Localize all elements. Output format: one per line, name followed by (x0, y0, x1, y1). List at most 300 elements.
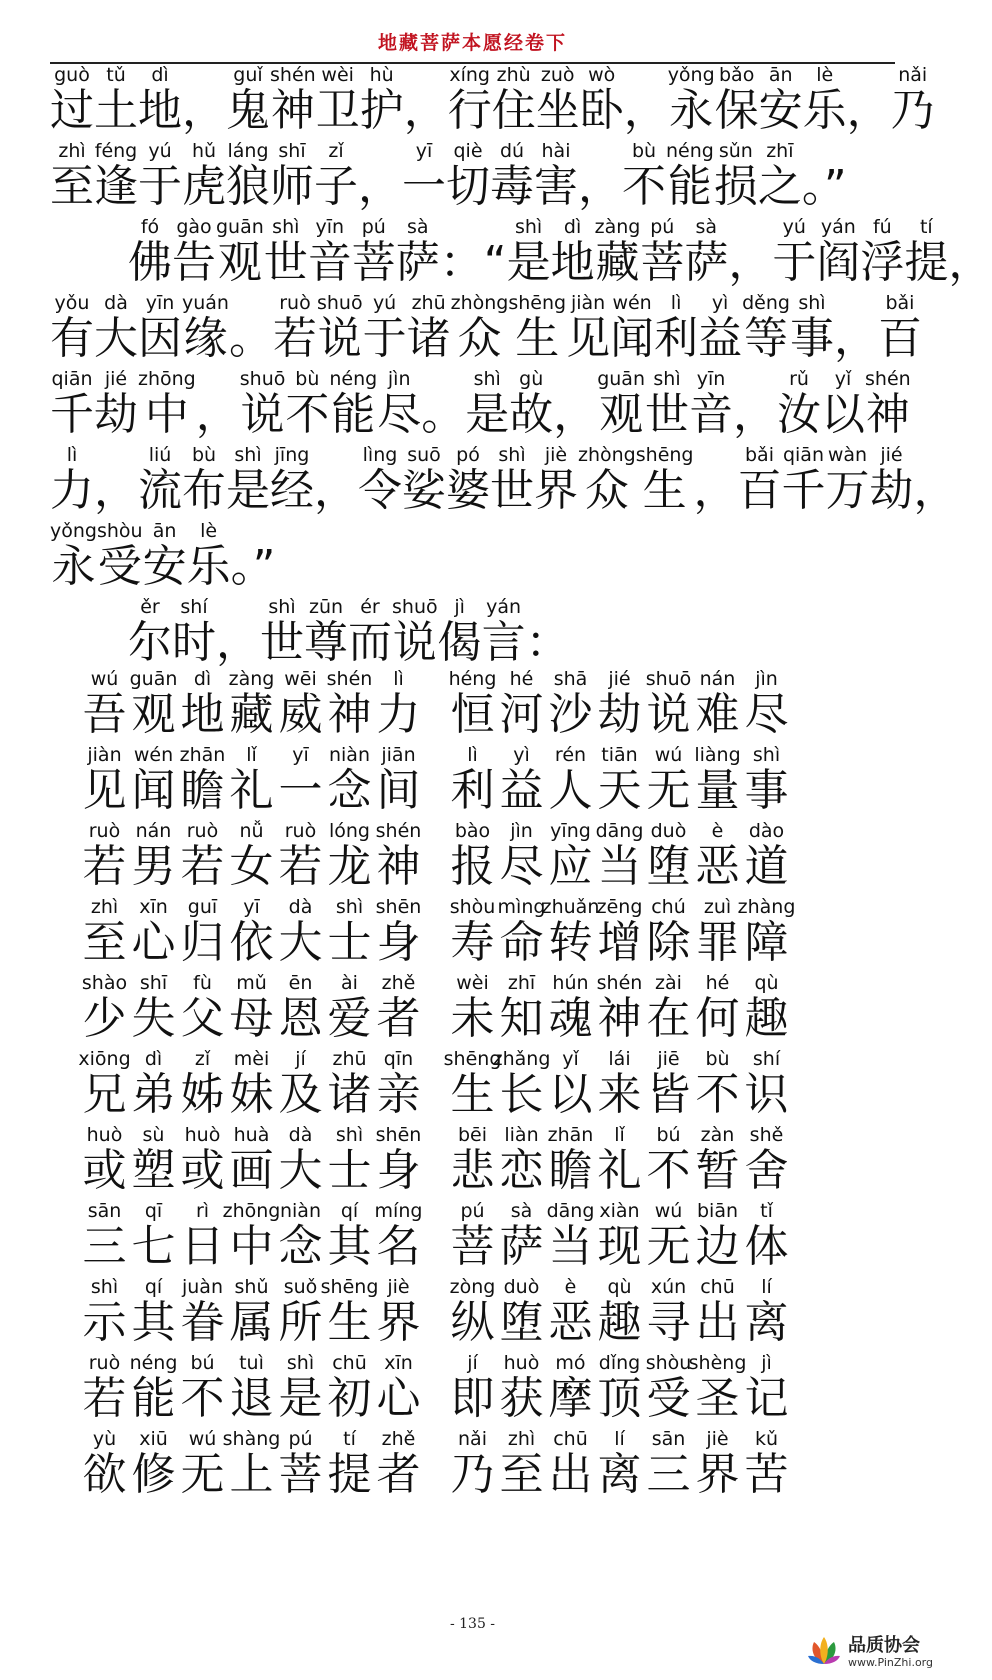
pinyin: jiè (387, 1276, 410, 1298)
pinyin: hù (369, 64, 394, 86)
hanzi: 事 (744, 765, 789, 816)
verse-char-token (320, 1276, 379, 1348)
pinyin: yīn (145, 292, 175, 314)
pinyin: ān (152, 520, 177, 542)
verse-char-token (595, 1276, 644, 1348)
pinyin: shàng (222, 1428, 281, 1450)
pinyin: ěr (140, 596, 160, 618)
hanzi: 于 (772, 237, 817, 288)
pinyin: bù (705, 1048, 730, 1070)
pinyin: sān (651, 1428, 686, 1450)
hanzi: 罪 (695, 917, 740, 968)
hanzi: 应 (548, 841, 593, 892)
hanzi: 世 (490, 465, 534, 516)
char-token (360, 64, 404, 136)
pinyin: nǎi (458, 1428, 487, 1450)
pinyin: yī (243, 896, 260, 918)
pinyin: hé (705, 972, 730, 994)
hanzi: 有 (50, 313, 94, 364)
hanzi: 世 (263, 237, 308, 288)
verse-char-token (276, 1428, 325, 1500)
pinyin: yīn (315, 216, 345, 238)
pinyin: ruò (279, 292, 311, 314)
pinyin: nǚ (239, 820, 264, 842)
hanzi: 命 (499, 917, 544, 968)
verse-char-token (448, 820, 497, 892)
pinyin: shì (286, 1352, 315, 1374)
verse-char-token (644, 668, 693, 740)
hanzi: 尽 (377, 389, 422, 440)
char-token (138, 140, 182, 212)
hanzi: 事 (789, 313, 834, 364)
pinyin: lái (608, 1048, 631, 1070)
pinyin: zhǎng (492, 1048, 551, 1070)
pinyin: shēng (635, 444, 694, 466)
punctuation: 。 (228, 313, 273, 364)
verse-char-token (276, 820, 325, 892)
char-token (138, 64, 182, 136)
pinyin: wèi (456, 972, 489, 994)
pinyin: ài (341, 972, 358, 994)
verse-char-token (693, 896, 742, 968)
pinyin: ér (360, 596, 380, 618)
pinyin: yuán (182, 292, 229, 314)
pinyin: yǒng (50, 520, 97, 542)
hanzi: 寻 (646, 1297, 691, 1348)
hanzi: 初 (327, 1373, 372, 1424)
hanzi: 狼 (226, 161, 270, 212)
hanzi: 能 (331, 389, 376, 440)
punctuation: ， (182, 85, 226, 136)
verse-char-token (129, 744, 178, 816)
pinyin: qiān (51, 368, 93, 390)
pinyin: xiū (139, 1428, 168, 1450)
verse-char-token (374, 1352, 423, 1424)
hanzi: 眷 (180, 1297, 225, 1348)
pinyin: guān (597, 368, 645, 390)
verse-char-token (742, 1200, 791, 1272)
pinyin: děng (742, 292, 790, 314)
hanzi: 母 (229, 993, 274, 1044)
hanzi: 其 (327, 1221, 372, 1272)
hanzi: 众 (457, 313, 502, 364)
pinyin: pú (650, 216, 675, 238)
hanzi: 言 (481, 617, 526, 668)
hanzi: 心 (376, 1373, 421, 1424)
hanzi: 示 (82, 1297, 127, 1348)
pinyin: guān (216, 216, 264, 238)
char-token (821, 368, 865, 440)
char-token (816, 216, 860, 288)
char-token (226, 140, 270, 212)
pinyin: zhě (381, 972, 416, 994)
pinyin: xún (650, 1276, 687, 1298)
verse-char-token (742, 744, 791, 816)
verse-char-token (276, 1124, 325, 1196)
hanzi: 界 (534, 465, 578, 516)
hanzi: 土 (94, 85, 138, 136)
pinyin: zhuǎn (541, 896, 600, 918)
prose-line (50, 288, 922, 364)
hanzi: 纵 (450, 1297, 495, 1348)
pinyin: zuò (540, 64, 575, 86)
pinyin: guǐ (233, 64, 263, 86)
pinyin: qiè (453, 140, 483, 162)
verse-char-token (178, 972, 227, 1044)
hanzi: 至 (499, 1449, 544, 1500)
prose-line (50, 364, 911, 440)
pinyin: bào (454, 820, 491, 842)
verse-char-token (129, 1276, 178, 1348)
hanzi: 出 (548, 1449, 593, 1500)
verse-right-line (443, 1048, 791, 1120)
hanzi: 礼 (597, 1145, 642, 1196)
hanzi: 音 (689, 389, 733, 440)
pinyin: jiē (657, 1048, 680, 1070)
pinyin: dì (151, 64, 169, 86)
hanzi: 难 (695, 689, 740, 740)
verse-char-token (448, 972, 497, 1044)
verse-char-token (129, 972, 178, 1044)
hanzi: 生 (327, 1297, 372, 1348)
char-token (640, 216, 684, 288)
char-token (580, 64, 624, 136)
pinyin: lóng (328, 820, 370, 842)
pinyin: jìn (755, 668, 778, 690)
verse-char-token (374, 668, 423, 740)
char-token (285, 368, 329, 440)
verse-char-token (546, 972, 595, 1044)
hanzi: 若 (278, 841, 323, 892)
punctuation: ， (728, 237, 773, 288)
punctuation: ， (94, 465, 138, 516)
hanzi: 若 (82, 1373, 127, 1424)
pinyin: tí (919, 216, 933, 238)
hanzi: 益 (698, 313, 743, 364)
char-token (465, 368, 509, 440)
verse-char-token (276, 896, 325, 968)
verse-char-token (325, 1200, 374, 1272)
char-token (551, 216, 595, 288)
pinyin: shě (749, 1124, 784, 1146)
verse-char-token (595, 820, 644, 892)
pinyin: lì (467, 744, 478, 766)
hanzi: 女 (229, 841, 274, 892)
pinyin: dà (288, 1124, 313, 1146)
hanzi: 毒 (490, 161, 534, 212)
pinyin: rǔ (789, 368, 809, 390)
pinyin: fó (140, 216, 160, 238)
hanzi: 地 (180, 689, 225, 740)
pinyin: shì (653, 368, 681, 390)
verse-char-token (276, 668, 325, 740)
pinyin: qí (340, 1200, 359, 1222)
hanzi: 尊 (304, 617, 348, 668)
hanzi: 获 (499, 1373, 544, 1424)
verse-char-token (497, 744, 546, 816)
verse-char-token (693, 1124, 742, 1196)
pinyin: shòu (96, 520, 143, 542)
pinyin: dì (144, 1048, 163, 1070)
verse-char-token (129, 1048, 178, 1120)
pinyin: jiè (706, 1428, 729, 1450)
hanzi: 日 (180, 1221, 225, 1272)
prose-line (50, 440, 958, 516)
hanzi: 菩 (450, 1221, 495, 1272)
pinyin: sà (407, 216, 429, 238)
pinyin: dà (104, 292, 128, 314)
pinyin: zhōng (138, 368, 196, 390)
pinyin: lì (670, 292, 682, 314)
verse-char-token (222, 1200, 281, 1272)
verse-char-token (325, 1352, 374, 1424)
verse-char-token (178, 1352, 227, 1424)
pinyin: suǒ (283, 1276, 318, 1298)
hanzi: 菩 (351, 237, 396, 288)
hanzi: 堕 (499, 1297, 544, 1348)
verse-char-token (374, 1048, 423, 1120)
hanzi: 至 (82, 917, 127, 968)
hanzi: 千 (781, 465, 826, 516)
watermark-logo (806, 1634, 933, 1670)
pinyin: bù (631, 140, 657, 162)
pinyin: jié (104, 368, 128, 390)
hanzi: 因 (138, 313, 182, 364)
pinyin: è (564, 1276, 577, 1298)
hanzi: 不 (622, 161, 666, 212)
pinyin: chū (553, 1428, 588, 1450)
pinyin: guò (54, 64, 90, 86)
pinyin: yú (372, 292, 397, 314)
hanzi: 除 (646, 917, 691, 968)
pinyin: wò (588, 64, 616, 86)
char-token (264, 216, 308, 288)
pinyin: néng (666, 140, 714, 162)
hanzi: 吾 (82, 689, 127, 740)
lotus-logo-icon (806, 1634, 842, 1670)
hanzi: 趣 (597, 1297, 642, 1348)
hanzi: 当 (548, 1221, 593, 1272)
pinyin: lì (393, 668, 404, 690)
hanzi: 礼 (229, 765, 274, 816)
pinyin: qī (144, 1200, 163, 1222)
hanzi: 其 (131, 1297, 176, 1348)
char-token (878, 292, 922, 364)
pinyin: pó (456, 444, 480, 466)
hanzi: 暂 (695, 1145, 740, 1196)
pinyin: yì (711, 292, 729, 314)
char-token (891, 64, 935, 136)
pinyin: dì (563, 216, 582, 238)
char-token (143, 520, 187, 592)
hanzi: 劫 (94, 389, 138, 440)
hanzi: 知 (499, 993, 544, 1044)
char-token (94, 64, 138, 136)
pinyin: mǔ (236, 972, 267, 994)
pinyin: shuō (239, 368, 286, 390)
pinyin: niàn (279, 1200, 321, 1222)
hanzi: 舍 (744, 1145, 789, 1196)
hanzi: 乃 (890, 85, 935, 136)
verse-char-token (374, 896, 423, 968)
verse-char-token (546, 668, 595, 740)
verse-char-token (276, 744, 325, 816)
verse-char-token (374, 1200, 423, 1272)
verse-char-token (448, 1428, 497, 1500)
hanzi: 婆 (446, 465, 490, 516)
char-token (448, 64, 492, 136)
char-token (273, 292, 317, 364)
pinyin: wú (654, 744, 683, 766)
pinyin: gào (176, 216, 212, 238)
char-token (128, 216, 172, 288)
pinyin: jiè (544, 444, 568, 466)
verse-char-token (448, 668, 497, 740)
hanzi: 力 (50, 465, 94, 516)
hanzi: 萨 (684, 237, 729, 288)
pinyin: shì (473, 368, 501, 390)
verse-char-token (80, 744, 129, 816)
verse-char-token (325, 1124, 374, 1196)
hanzi: 父 (180, 993, 225, 1044)
verse-char-token (742, 1276, 791, 1348)
hanzi: 神 (270, 85, 315, 136)
pinyin: jìn (387, 368, 411, 390)
pinyin: jì (454, 596, 465, 618)
hanzi: 卫 (315, 85, 360, 136)
punctuation: ， (623, 85, 668, 136)
verse-char-token (374, 1124, 423, 1196)
hanzi: 大 (94, 313, 138, 364)
punctuation: 。” (230, 541, 276, 592)
hanzi: 界 (376, 1297, 421, 1348)
pinyin: sù (142, 1124, 165, 1146)
pinyin: zhì (58, 140, 86, 162)
verse-char-token (443, 1048, 502, 1120)
verse-char-token (129, 1200, 178, 1272)
char-token (777, 368, 821, 440)
verse-char-token (129, 1428, 178, 1500)
verse-char-token (688, 1352, 747, 1424)
pinyin: mó (555, 1352, 586, 1374)
hanzi: 说 (646, 689, 691, 740)
verse-char-token (644, 820, 693, 892)
char-token (94, 368, 138, 440)
pinyin: chū (332, 1352, 367, 1374)
pinyin: tǔ (106, 64, 126, 86)
pinyin: lìng (362, 444, 398, 466)
verse-char-token (742, 1352, 791, 1424)
verse-right-line (448, 668, 791, 740)
verse-char-token (693, 972, 742, 1044)
verse-right-line (448, 972, 791, 1044)
char-token (50, 140, 94, 212)
verse-char-token (595, 896, 644, 968)
hanzi: 瞻 (180, 765, 225, 816)
pinyin: lì (66, 444, 78, 466)
pinyin: nán (699, 668, 736, 690)
punctuation: ， (314, 465, 358, 516)
verse-char-token (448, 896, 497, 968)
verse-char-token (497, 896, 546, 968)
hanzi: 归 (180, 917, 225, 968)
pinyin: liàn (504, 1124, 539, 1146)
hanzi: 河 (499, 689, 544, 740)
hanzi: 过 (50, 85, 94, 136)
char-token (737, 444, 781, 516)
hanzi: 身 (376, 917, 421, 968)
pinyin: wén (612, 292, 652, 314)
char-token (329, 368, 377, 440)
verse-char-token (80, 820, 129, 892)
hanzi: 百 (737, 465, 782, 516)
verse-char-token (227, 668, 276, 740)
pinyin: rén (554, 744, 587, 766)
pinyin: shǔ (234, 1276, 269, 1298)
hanzi: 提 (327, 1449, 372, 1500)
char-token (860, 216, 904, 288)
pinyin: féng (94, 140, 138, 162)
pinyin: nǎi (898, 64, 928, 86)
verse-char-token (644, 1048, 693, 1120)
verse-right-line (448, 1200, 791, 1272)
punctuation: ， (846, 85, 891, 136)
verse-char-token (129, 896, 178, 968)
pinyin: pú (361, 216, 386, 238)
hanzi: 萨 (499, 1221, 544, 1272)
pinyin: hǔ (191, 140, 217, 162)
pinyin: zàng (228, 668, 275, 690)
verse-char-token (227, 820, 276, 892)
prose-line (50, 60, 935, 136)
verse-char-token (546, 744, 595, 816)
hanzi: 缘 (183, 313, 228, 364)
hanzi: 浮 (860, 237, 905, 288)
prose-line (128, 212, 992, 288)
char-token (216, 216, 264, 288)
hanzi: 不 (695, 1069, 740, 1120)
verse-left-line (80, 1048, 423, 1120)
verse-char-token (448, 1200, 497, 1272)
hanzi: 藏 (595, 237, 640, 288)
hanzi: 苦 (744, 1449, 789, 1500)
verse-right-line (448, 1124, 791, 1196)
hanzi: 悲 (450, 1145, 495, 1196)
punctuation: ： (525, 617, 570, 668)
hanzi: 障 (744, 917, 789, 968)
char-token (182, 140, 226, 212)
char-token (128, 596, 172, 668)
hanzi: 于 (362, 313, 407, 364)
page-header-title: 地藏菩萨本愿经卷下 (377, 32, 567, 54)
verse-char-token (693, 1276, 742, 1348)
verse-char-token (448, 1352, 497, 1424)
verse-left-line (80, 1428, 423, 1500)
pinyin: guī (187, 896, 218, 918)
hanzi: 能 (131, 1373, 176, 1424)
verse-char-token (80, 896, 129, 968)
hanzi: 乃 (450, 1449, 495, 1500)
pinyin: wú (188, 1428, 217, 1450)
hanzi: 顶 (597, 1373, 642, 1424)
verse-char-token (178, 1200, 227, 1272)
prose-line (50, 516, 290, 592)
pinyin: zhòng (578, 444, 636, 466)
verse-char-token (325, 896, 374, 968)
pinyin: jiàn (570, 292, 606, 314)
hanzi: 离 (744, 1297, 789, 1348)
char-token (715, 64, 759, 136)
